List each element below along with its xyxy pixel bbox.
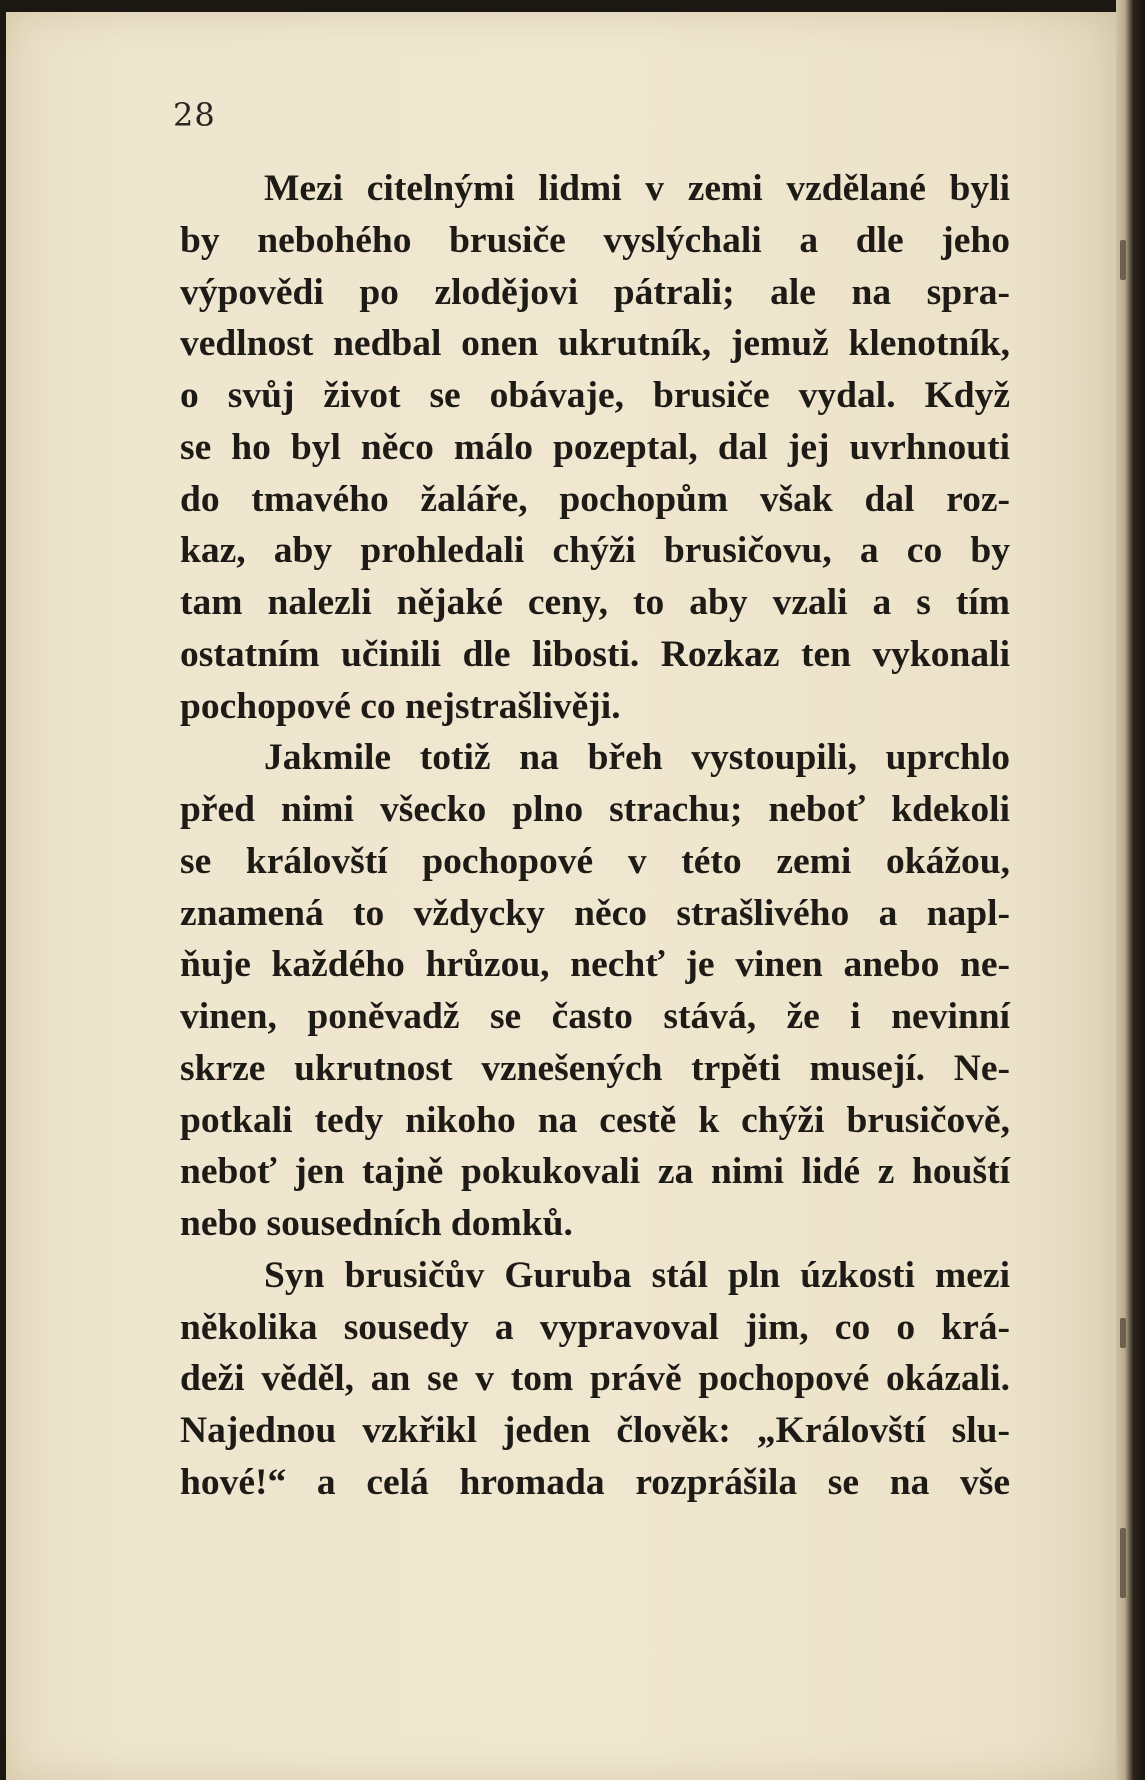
text-line: neboť jen tajně pokukovali za nimi lidé z houští <box>180 1151 1010 1193</box>
page-number: 28 <box>173 96 216 134</box>
text-line: Mezi citelnými lidmi v zemi vzdělané byli <box>264 168 1010 209</box>
text-line: několika sousedy a vypravoval jim, co o krá- <box>180 1306 1010 1348</box>
text-line: Syn brusičův Guruba stál pln úzkosti mezi <box>264 1254 1010 1296</box>
text-line: se ho byl něco málo pozeptal, dal jej uvrhnouti <box>180 426 1010 468</box>
body-text <box>180 163 1010 1509</box>
edge-mark <box>1120 1318 1126 1348</box>
text-line: výpovědi po zlodějovi pátrali; ale na spra- <box>180 271 1010 313</box>
text-line: kaz, aby prohledali chýži brusičovu, a co by <box>180 530 1010 572</box>
text-line: o svůj život se obávaje, brusiče vydal. Když <box>180 375 1010 416</box>
text-line: ňuje každého hrůzou, nechť je vinen anebo ne- <box>180 944 1010 986</box>
text-line: skrze ukrutnost vznešených trpěti musejí. Ne- <box>180 1047 1010 1089</box>
text-line: do tmavého žaláře, pochopům však dal roz- <box>180 478 1010 520</box>
text-line: tam nalezli nějaké ceny, to aby vzali a s tím <box>180 582 1010 623</box>
text-line: ostatním učinili dle libosti. Rozkaz ten vykonali <box>180 633 1010 675</box>
edge-mark <box>1120 1528 1126 1598</box>
text-line: hové!“ a celá hromada rozprášila se na vše <box>180 1461 1010 1503</box>
text-line: deži věděl, an se v tom právě pochopové okázali. <box>180 1358 1010 1400</box>
text-line: nebo sousedních domků. <box>180 1203 573 1244</box>
text-line: potkali tedy nikoho na cestě k chýži brusičově, <box>180 1099 1010 1141</box>
text-line: se královští pochopové v této zemi okážou, <box>180 840 1010 882</box>
edge-mark <box>1120 240 1126 280</box>
text-line: vedlnost nedbal onen ukrutník, jemuž klenotník, <box>180 323 1010 365</box>
paragraph-2 <box>180 732 1010 1250</box>
text-line: před nimi všecko plno strachu; neboť kdekoli <box>180 789 1010 830</box>
text-line: vinen, poněvadž se často stává, že i nevinní <box>180 996 1010 1037</box>
text-line: by nebohého brusiče vyslýchali a dle jeho <box>180 219 1010 261</box>
text-line: znamená to vždycky něco strašlivého a napl- <box>180 892 1010 934</box>
paragraph-1 <box>180 163 1010 732</box>
paragraph-3 <box>180 1250 1010 1509</box>
text-line: Jakmile totiž na břeh vystoupili, uprchlo <box>264 737 1010 779</box>
text-line: pochopové co nejstrašlivěji. <box>180 685 621 727</box>
text-line: Najednou vzkřikl jeden člověk: „Královští slu- <box>180 1410 1010 1451</box>
